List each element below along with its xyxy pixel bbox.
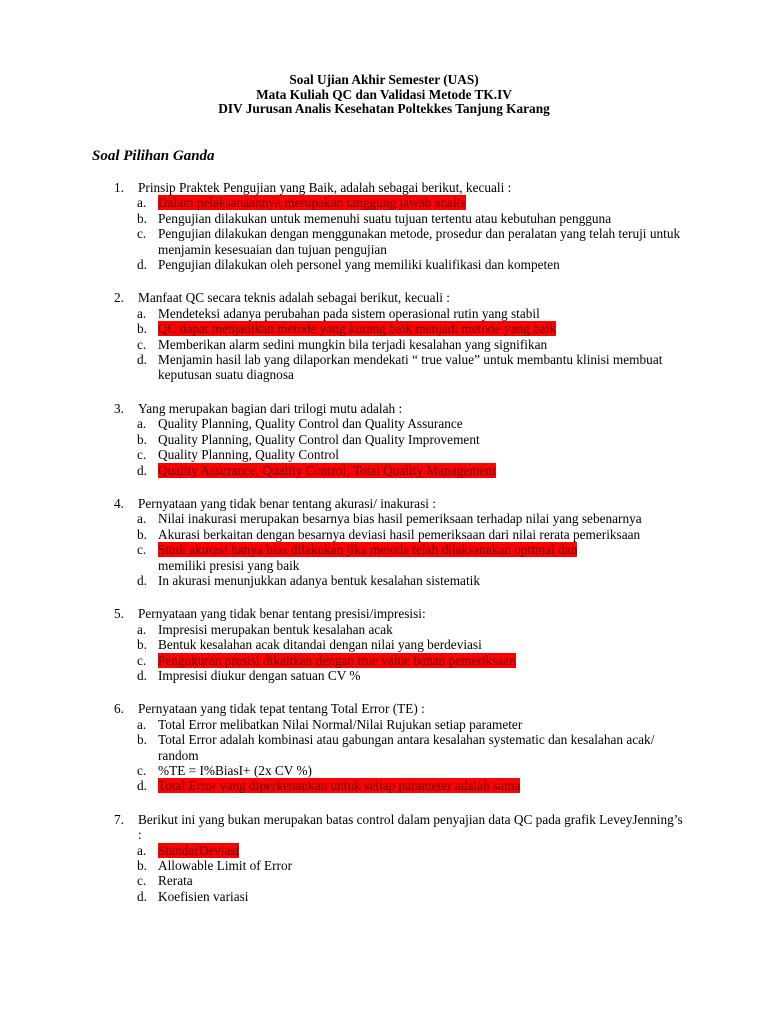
answer-option [0, 321, 768, 336]
question-item [0, 401, 768, 478]
question-number: 4. [114, 495, 124, 511]
option-text: In akurasi menunjukkan adanya bentuk kesalahan sistematik [158, 572, 480, 588]
question-text: Pernyataan yang tidak benar tentang akurasi/ inakurasi : [138, 495, 436, 511]
option-text-highlighted: StandarDeviasi [158, 842, 240, 858]
option-letter: c. [137, 542, 147, 558]
answer-option [0, 873, 768, 888]
option-letter: c. [137, 873, 147, 889]
option-text-highlighted: Studi akurasi hanya bias dilakukan jika metoda telah dilaksanakan optimal dan [158, 542, 578, 558]
option-text: Rerata [158, 873, 193, 889]
option-text: Impresisi merupakan bentuk kesalahan acak [158, 621, 393, 637]
answer-option [0, 352, 768, 383]
option-list [0, 622, 768, 684]
question-number: 5. [114, 606, 124, 622]
question-item [0, 496, 768, 588]
option-text-continuation: memiliki presisi yang baik [158, 557, 300, 573]
option-text-highlighted: Dalam pelaksanaannya merupakan tanggung jawab analis [158, 195, 466, 211]
option-text: Pengujian dilakukan dengan menggunakan metode, prosedur dan peralatan yang telah teruji untuk menjamin kesesuaian dan tujuan pengujian [158, 226, 681, 257]
option-letter: c. [137, 447, 147, 463]
answer-option [0, 211, 768, 226]
option-text: Bentuk kesalahan acak ditandai dengan nilai yang berdeviasi [158, 637, 482, 653]
option-text: Total Error adalah kombinasi atau gabungan antara kesalahan systematic dan kesalahan acak/ random [158, 732, 655, 763]
option-text: %TE = I%BiasI+ (2x CV %) [158, 763, 312, 778]
option-letter: b. [137, 637, 147, 653]
option-text: Total Error melibatkan Nilai Normal/Nilai Rujukan setiap parameter [158, 716, 523, 732]
option-letter: b. [137, 526, 147, 542]
answer-option [0, 306, 768, 321]
option-letter: a. [137, 621, 147, 637]
option-text-highlighted: Quality Assurance, Quality Control, Total Quality Management [158, 462, 496, 478]
question-number: 7. [114, 811, 124, 827]
answer-option [0, 573, 768, 588]
option-text: Mendeteksi adanya perubahan pada sistem operasional rutin yang stabil [158, 305, 540, 321]
question-item [0, 812, 768, 904]
answer-option [0, 889, 768, 904]
option-letter: d. [137, 462, 147, 478]
option-letter: a. [137, 195, 147, 211]
answer-option [0, 653, 768, 668]
question-line [0, 606, 768, 621]
answer-option [0, 843, 768, 858]
answer-option [0, 527, 768, 542]
option-text-highlighted: Pengukuran presisi dikaitkan dengan true value bahan pemeriksaan [158, 652, 516, 668]
question-number: 2. [114, 290, 124, 306]
question-item [0, 290, 768, 382]
option-text: Quality Planning, Quality Control [158, 447, 339, 463]
question-number: 6. [114, 701, 124, 717]
option-text-highlighted: QC dapat menjadikan metode yang kurang baik menjadi metode yang baik [158, 321, 557, 337]
option-list [0, 511, 768, 588]
option-letter: d. [137, 667, 147, 683]
option-letter: d. [137, 778, 147, 794]
answer-option [0, 195, 768, 210]
question-number: 3. [114, 400, 124, 416]
option-list [0, 843, 768, 905]
question-number: 1. [114, 180, 124, 195]
answer-option [0, 637, 768, 652]
question-text: Berikut ini yang bukan merupakan batas control dalam penyajian data QC pada grafik LeveyJenning’s : [138, 811, 683, 843]
answer-option [0, 763, 768, 778]
answer-option [0, 778, 768, 793]
option-letter: b. [137, 431, 147, 447]
option-list [0, 306, 768, 383]
question-text: Pernyataan yang tidak tepat tentang Total Error (TE) : [138, 701, 425, 717]
answer-option [0, 858, 768, 873]
option-letter: a. [137, 305, 147, 321]
document-header [0, 73, 768, 117]
option-text: Memberikan alarm sedini mungkin bila terjadi kesalahan yang signifikan [158, 336, 548, 352]
question-line [0, 496, 768, 511]
option-text: Pengujian dilakukan oleh personel yang memiliki kualifikasi dan kompeten [158, 257, 560, 273]
question-line [0, 701, 768, 716]
section-title: Soal Pilihan Ganda [92, 148, 215, 164]
answer-option [0, 447, 768, 462]
option-text: Nilai inakurasi merupakan besarnya bias hasil pemeriksaan terhadap nilai yang sebenarnya [158, 511, 642, 527]
option-letter: b. [137, 321, 147, 337]
answer-option [0, 732, 768, 763]
option-text: Koefisien variasi [158, 888, 249, 904]
option-letter: b. [137, 732, 147, 748]
option-text: Allowable Limit of Error [158, 858, 293, 874]
option-letter: c. [137, 336, 147, 352]
option-text: Menjamin hasil lab yang dilaporkan mendekati “ true value” untuk membantu klinisi membuat keputusan suatu diagnosa [158, 352, 663, 383]
answer-option [0, 463, 768, 478]
option-text: Akurasi berkaitan dengan besarnya deviasi hasil pemeriksaan dari nilai rerata pemeriksaan [158, 526, 641, 542]
option-text: Quality Planning, Quality Control dan Quality Assurance [158, 416, 463, 432]
option-letter: d. [137, 888, 147, 904]
question-text: Pernyataan yang tidak benar tentang presisi/impresisi: [138, 606, 426, 622]
option-letter: a. [137, 511, 147, 527]
question-line [0, 180, 768, 195]
header-institution: DIV Jurusan Analis Kesehatan Poltekkes Tanjung Karang [218, 101, 550, 116]
answer-option [0, 511, 768, 526]
option-text: Pengujian dilakukan untuk memenuhi suatu tujuan tertentu atau kebutuhan pengguna [158, 210, 612, 226]
question-item [0, 701, 768, 793]
question-text: Yang merupakan bagian dari trilogi mutu adalah : [138, 400, 403, 416]
option-letter: d. [137, 257, 147, 273]
option-list [0, 717, 768, 794]
answer-option [0, 226, 768, 257]
answer-option [0, 257, 768, 272]
answer-option [0, 622, 768, 637]
question-item [0, 606, 768, 683]
option-letter: b. [137, 858, 147, 874]
option-list [0, 416, 768, 478]
option-letter: a. [137, 416, 147, 432]
question-item [0, 180, 768, 272]
option-text-highlighted: Total Error yang diperkenankan untuk setiap parameter adalah sama [158, 778, 521, 794]
option-letter: d. [137, 572, 147, 588]
question-line [0, 290, 768, 305]
option-list [0, 195, 768, 272]
question-line [0, 812, 768, 843]
question-list [0, 180, 768, 922]
answer-option [0, 668, 768, 683]
option-letter: c. [137, 652, 147, 668]
question-text: Prinsip Praktek Pengujian yang Baik, adalah sebagai berikut, kecuali : [138, 180, 512, 195]
header-title: Soal Ujian Akhir Semester (UAS) [289, 72, 479, 87]
option-letter: d. [137, 352, 147, 368]
option-letter: a. [137, 842, 147, 858]
answer-option [0, 337, 768, 352]
header-course: Mata Kuliah QC dan Validasi Metode TK.IV [256, 86, 512, 102]
option-letter: c. [137, 226, 147, 242]
question-line [0, 401, 768, 416]
question-text: Manfaat QC secara teknis adalah sebagai berikut, kecuali : [138, 290, 450, 306]
option-letter: b. [137, 210, 147, 226]
answer-option [0, 432, 768, 447]
answer-option [0, 416, 768, 431]
option-letter: c. [137, 763, 147, 778]
option-text: Impresisi diukur dengan satuan CV % [158, 667, 361, 683]
answer-option [0, 542, 768, 573]
answer-option [0, 717, 768, 732]
option-text: Quality Planning, Quality Control dan Quality Improvement [158, 431, 480, 447]
option-letter: a. [137, 716, 147, 732]
